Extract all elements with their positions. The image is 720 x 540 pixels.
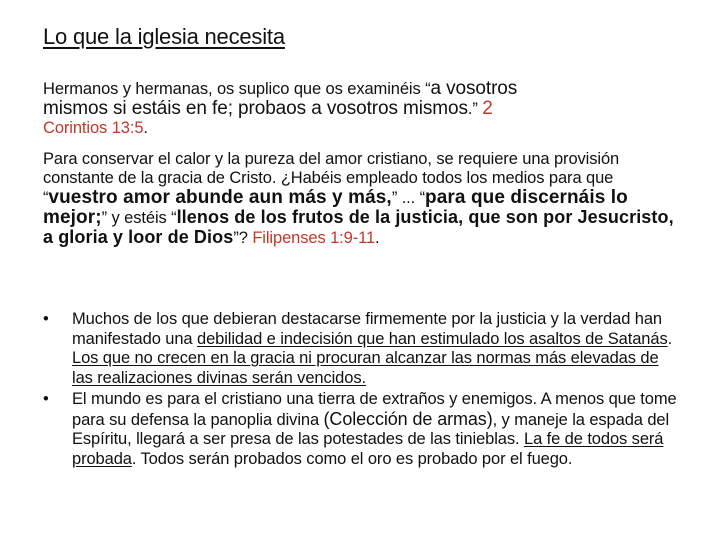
bullet-2-text-1: El mundo es para el cristiano una tierra de extraños y enemigos. A menos que tome para su defensa la panoplia divina	[72, 390, 677, 429]
paragraph-2-ref-end: .	[375, 229, 380, 247]
paragraph-2-quote-3: llenos de los frutos de la justicia, que son por Jesucristo, a gloria y loor de Dios	[43, 207, 674, 247]
bullet-marker: •	[43, 390, 49, 408]
paragraph-1-quote: mismos si estáis en fe; probaos a vosotros mismos	[43, 98, 468, 119]
paragraph-1	[43, 79, 683, 138]
paragraph-2-text-4: ”?	[233, 229, 253, 247]
bullet-item	[43, 310, 683, 388]
bullet-2-text-3: . Todos serán probados como el oro es probado por el fuego.	[131, 449, 573, 468]
paragraph-1-reference: Corintios 13:5	[43, 119, 144, 137]
paragraph-1-ref-end: .	[143, 119, 148, 137]
paragraph-1-quote-start: a vosotros	[430, 78, 518, 99]
paragraph-1-close: .”	[467, 100, 483, 118]
bullet-marker: •	[43, 310, 49, 328]
bullet-item	[43, 390, 683, 469]
paragraph-2-reference: Filipenses 1:9-11	[252, 229, 376, 247]
bullet-1-text-1: Muchos de los que debieran destacarse firmemente por la justicia y la verdad han manifestado una	[72, 310, 662, 348]
bullet-1-text-2: .	[667, 329, 673, 348]
paragraph-2	[43, 150, 683, 248]
paragraph-1-line-1	[43, 79, 683, 99]
paragraph-1-ref-number: 2	[482, 98, 493, 119]
paragraph-2-quote-2: para que discernáis lo mejor;	[43, 187, 628, 228]
bullet-2-underlined-1: La fe de todos será probada	[72, 430, 664, 468]
bullet-2-parenthetical: (Colección de armas)	[323, 408, 493, 429]
bullet-1-underlined-2: Los que no crecen en la gracia ni procuran alcanzar las normas más elevadas de las realizaciones divinas serán vencidos.	[72, 349, 659, 387]
paragraph-2-text-1: Para conservar el calor y la pureza del amor cristiano, se requiere una provisión constante de la gracia de Cristo. ¿Habéis empleado todos los medios para que “	[43, 150, 620, 207]
paragraph-2-text-3: ” y estéis “	[101, 209, 177, 227]
bullet-2-text-2: , y maneje la espada del Espíritu, llegará a ser presa de las potestades de las tinieblas.	[72, 410, 670, 448]
paragraph-1-line-2	[43, 99, 683, 119]
page-title: Lo que la iglesia necesita	[43, 24, 285, 49]
bullet-1-underlined-1: debilidad e indecisión que han estimulado los asaltos de Satanás	[197, 329, 668, 348]
paragraph-1-intro: Hermanos y hermanas, os suplico que os examinéis “	[43, 80, 431, 98]
paragraph-1-line-3	[43, 119, 683, 138]
bullet-list	[43, 310, 683, 469]
paragraph-2-quote-1: vuestro amor abunde aun más y más,	[48, 187, 392, 208]
paragraph-2-text-2: ” ... “	[391, 189, 426, 207]
